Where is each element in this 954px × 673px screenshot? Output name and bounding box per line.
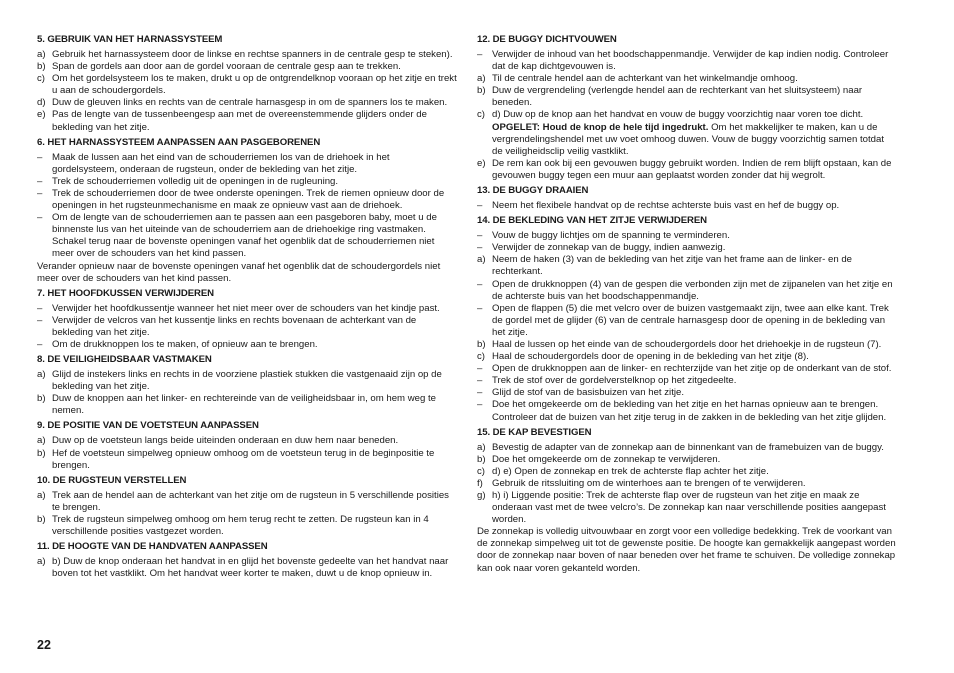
item-text-part: Verwijder de zonnekap van de buggy, indien aanwezig. [492,242,726,254]
item-text [52,315,457,339]
item-marker: – [477,375,483,387]
item-marker: – [477,399,483,411]
list-item [477,303,897,339]
item-marker: – [477,278,483,290]
item-text [52,393,457,417]
item-text-part: Doe het omgekeerde om de bekleding van het zitje en het harnas opnieuw aan te brengen. Controleer dat de buizen van het zitje terug in de zakken in de bekleding van het zitje glijden. [492,399,887,423]
item-text [52,49,457,61]
item-text-part: Trek de stof over de gordelverstelknop op het zitgedeelte. [492,375,737,387]
item-text [492,478,897,490]
section [477,34,897,182]
item-text [492,363,897,375]
item-text-part: Duw op de voetsteun langs beide uiteinden onderaan en duw hem naar beneden. [52,435,399,447]
item-text-part: Glijd de stof van de basisbuizen van het zitje. [492,387,684,399]
item-marker: a) [477,441,486,453]
item-marker: c) [477,109,485,121]
item-text [492,387,897,399]
section [37,354,457,417]
list-item [477,363,897,375]
right-column [477,34,897,578]
section [37,420,457,471]
item-text-part: Duw de gleuven links en rechts van de centrale harnasgesp in om de spanners los te maken. [52,97,448,109]
item-marker: a) [37,489,46,501]
list-item [37,49,457,61]
item-text-part: Span de gordels aan door aan de gordel vooraan de centrale gesp aan te trekken. [52,61,401,73]
item-marker: d) [37,97,46,109]
item-text [492,399,897,423]
section-heading: 10. DE RUGSTEUN VERSTELLEN [37,474,187,486]
list-item [477,73,897,85]
list-item [37,490,457,514]
item-text-part: Om de lengte van de schouderriemen aan te passen aan een pasgeboren baby, moet u de binnenste lus van het uiteinde van de schouderriem aan de driehoekige ring vastmaken. Schakel terug naar de bovenste openingen vanaf het ogenblik dat de schouderriemen niet meer over de schouders van het kind passen. [52,212,437,260]
list-item [37,212,457,260]
list-item [37,303,457,315]
item-marker: – [37,314,43,326]
list-item [37,109,457,133]
item-text-part: Haal de lussen op het einde van de schoudergordels door het driehoekje in de rugsteun (7). [492,338,882,350]
item-text-part: d) Duw op de knop aan het handvat en vouw de buggy voorzichtig naar voren toe dicht. [492,109,864,121]
list-item [37,176,457,188]
item-marker: b) [37,447,46,459]
list-item [477,242,897,254]
item-text [492,466,897,478]
list-item [37,73,457,97]
item-text [52,556,457,580]
item-text-part: Maak de lussen aan het eind van de schouderriemen los van de driehoek in het gordelsysteem, onderaan de rugsteun, onder de bekleding van het zitje. [52,151,390,175]
item-text-part: Neem het flexibele handvat op de rechtse achterste buis vast en hef de buggy op. [492,200,840,212]
item-marker: a) [37,556,46,568]
item-text-part: Om de drukknoppen los te maken, of opnieuw aan te brengen. [52,338,318,350]
list-item [37,61,457,73]
item-marker: a) [477,73,486,85]
item-marker: – [37,151,43,163]
item-text [52,109,457,133]
list-item [477,375,897,387]
item-text-part: Trek aan de hendel aan de achterkant van het zitje om de rugsteun in 5 verschillende posities te brengen. [52,489,449,513]
item-text-part: Om het gordelsysteem los te maken, drukt u op de ontgrendelknop vooraan op het zitje en trekt u aan de schoudergordels. [52,73,457,97]
item-marker: a) [37,49,46,60]
item-marker: – [477,242,483,254]
list-item [37,152,457,176]
item-marker: a) [477,254,486,266]
item-text-part: Verwijder de inhoud van het boodschappenmandje. Verwijder de kap indien nodig. Controleer dat de kap dichtgevouwen is. [492,49,889,73]
item-text-part: Verwijder de velcros van het kussentje links en rechts bovenaan de achterkant van de bekleding van het zitje. [52,314,417,338]
list-item [37,315,457,339]
section [477,427,897,575]
list-item [477,200,897,212]
list-item [37,369,457,393]
item-marker: b) [477,85,486,97]
item-text-part: Bevestig de adapter van de zonnekap aan de binnenkant van de framebuizen van de buggy. [492,441,884,453]
item-text [52,369,457,393]
item-text [52,490,457,514]
item-marker: a) [37,435,46,447]
list-item [37,514,457,538]
list-item [477,351,897,363]
left-column [37,34,457,583]
section-heading: 12. DE BUGGY DICHTVOUWEN [477,34,617,45]
list-item [37,339,457,351]
list-item [477,399,897,423]
section-heading: 11. DE HOOGTE VAN DE HANDVATEN AANPASSEN [37,541,268,553]
item-text [492,442,897,454]
item-text-part: Trek de schouderriemen volledig uit de openingen in de rugleuning. [52,175,339,187]
item-text-part: Om het makkelijker te maken, kan u de vergrendelingshendel met uw voet omhoog duwen. Vouw de buggy voorzichtig samen totdat de veiligheidsclip veilig vastklikt. [492,121,884,157]
item-text [52,152,457,176]
section-heading: 5. GEBRUIK VAN HET HARNASSYSTEEM [37,34,223,45]
item-text [52,212,457,260]
item-text-part: Pas de lengte van de tussenbeengesp aan met de overeenstemmende glijders onder de bekleding van het zitje. [52,109,427,133]
paragraph: De zonnekap is volledig uitvouwbaar en zorgt voor een volledige bedekking. Trek de voorkant van de zonnekap simpelweg uit tot de gewenste positie. De hoogte kan gemakkelijk aangepast worden door de zonnekap naar boven of naar beneden over het frame te schuiven. De volledige zonnekap kan ook naar voren gekanteld worden. [477,526,896,574]
item-text [52,435,457,447]
section-heading: 9. DE POSITIE VAN DE VOETSTEUN AANPASSEN [37,420,259,432]
list-item [477,466,897,478]
list-item [477,387,897,399]
list-item [477,254,897,278]
item-text [492,158,897,182]
list-item [477,279,897,303]
item-text-part: Vouw de buggy lichtjes om de spanning te verminderen. [492,230,730,242]
item-text [492,375,897,387]
item-text-part: Gebruik het harnassysteem door de linkse en rechtse spanners in de centrale gesp te steken). [52,49,453,60]
item-text [492,242,897,254]
list-item [477,230,897,242]
list-item [477,85,897,109]
item-text [52,61,457,73]
item-text [52,339,457,351]
section-heading: 6. HET HARNASSYSTEEM AANPASSEN AAN PASGEBORENEN [37,136,321,148]
item-text-part: Trek de rugsteun simpelweg omhoog om hem terug recht te zetten. De rugsteun kan in 4 verschillende posities vastgezet worden. [52,513,429,537]
item-text-part: Doe het omgekeerde om de zonnekap te verwijderen. [492,453,721,465]
item-marker: – [477,230,483,242]
item-text-part: Trek de schouderriemen door de twee onderste openingen. Trek de riemen opnieuw door de openingen in het rugsteunmechanisme en maak ze opnieuw vast aan de driehoek. [52,187,445,212]
list-item [477,478,897,490]
item-text-part: Open de drukknoppen (4) van de gespen die verbonden zijn met de zijpanelen van het zitje en de achterste buis van het boodschappenmandje. [492,278,893,302]
item-text-part: h) i) Liggende positie: Trek de achterste flap over de rugsteun van het zitje en maak ze onderaan vast met de twee velcro’s. De zonnekap kan naar verschillende posities aangepast worden. [492,490,886,526]
item-text-part: Glijd de instekers links en rechts in de voorziene plastiek stukken die vastgenaaid zijn op de bekleding van het zitje. [52,369,442,393]
list-item [477,109,897,157]
item-text-part: d) e) Open de zonnekap en trek de achterste flap achter het zitje. [492,465,769,477]
item-marker: b) [477,338,486,350]
item-text-part: Open de flappen (5) die met velcro over de buizen vastgemaakt zijn, twee aan elke kant. Trek de gordel met de glijder (6) van de centrale harnasgesp door de opening in de bekleding van het zitje. [492,302,889,338]
section-heading: 13. DE BUGGY DRAAIEN [477,185,589,197]
item-text-part: Neem de haken (3) van de bekleding van het zitje van het frame aan de linker- en de rechterkant. [492,254,852,278]
item-text [52,73,457,97]
item-text-part: De rem kan ook bij een gevouwen buggy gebruikt worden. Indien de rem blijft opstaan, kan de gevouwen buggy tegen een muur aan geplaatst worden zonder dat hij wegrolt. [492,157,892,181]
item-text [492,490,897,526]
item-text [492,454,897,466]
list-item [37,448,457,472]
item-marker: – [477,387,483,399]
item-marker: – [37,212,43,224]
item-text-part: Duw de knoppen aan het linker- en rechtereinde van de veiligheidsbaar in, om hem weg te nemen. [52,393,436,417]
item-text-part: Open de drukknoppen aan de linker- en rechterzijde van het zitje op de onderkant van de stof. [492,363,892,375]
paragraph: Verander opnieuw naar de bovenste openingen vanaf het ogenblik dat de schoudergordels niet meer over de schouders van het kind passen. [37,260,441,284]
list-item [37,556,457,580]
list-item [37,97,457,109]
list-item [477,339,897,351]
item-marker: b) [37,393,46,405]
item-text [492,303,897,339]
section [37,541,457,580]
item-text [492,230,897,242]
item-text-part: Til de centrale hendel aan de achterkant van het winkelmandje omhoog. [492,73,798,85]
item-text-part: Verwijder het hoofdkussentje wanneer het niet meer over de schouders van het kindje past. [52,302,440,314]
item-text [492,73,897,85]
item-marker: b) [37,61,46,73]
item-marker: – [37,302,43,314]
item-text-part: b) Duw de knop onderaan het handvat in en glijd het bovenste gedeelte van het handvat naar boven tot het vastklikt. Om het handvat weer korter te maken, duwt u de knop opnieuw in. [52,556,449,580]
section [477,185,897,212]
list-item [37,188,457,212]
item-text-part: Gebruik de ritssluiting om de winterhoes aan te brengen of te verwijderen. [492,477,806,489]
section [37,34,457,134]
item-text [52,97,457,109]
item-marker: b) [37,513,46,525]
item-marker: – [477,200,483,212]
item-marker: – [37,175,43,187]
item-marker: g) [477,490,486,501]
section [477,215,897,424]
section-heading: 14. DE BEKLEDING VAN HET ZITJE VERWIJDEREN [477,215,707,227]
list-item [477,158,897,182]
item-text [492,200,897,212]
item-marker: – [477,49,483,60]
list-item [37,435,457,447]
item-marker: e) [477,157,486,169]
item-text [492,351,897,363]
item-text [52,188,457,212]
warning-text: OPGELET: Houd de knop de hele tijd ingedrukt. [492,121,709,133]
list-item [477,454,897,466]
item-marker: a) [37,369,46,381]
section-heading: 8. DE VEILIGHEIDSBAAR VASTMAKEN [37,354,212,366]
item-marker: c) [477,465,485,477]
item-text-part: Hef de voetsteun simpelweg opnieuw omhoog om de voetsteun terug in de beginpositie te brengen. [52,447,435,471]
item-text [492,109,897,157]
item-marker: – [37,338,43,350]
item-text [492,339,897,351]
item-text [492,279,897,303]
item-text [492,254,897,278]
section [37,288,457,351]
item-text [492,85,897,109]
item-marker: c) [37,73,45,85]
list-item [477,490,897,526]
item-marker: b) [477,453,486,465]
item-text-part: Duw de vergrendeling (verlengde hendel aan de rechterkant van het sluitsysteem) naar beneden. [492,85,863,109]
item-text [492,49,897,73]
section-heading: 15. DE KAP BEVESTIGEN [477,426,592,438]
item-text-part: Haal de schoudergordels door de opening in de bekleding van het zitje (8). [492,351,809,363]
item-text [52,176,457,188]
item-text [52,514,457,538]
item-text [52,448,457,472]
list-item [37,393,457,417]
list-item [477,49,897,73]
item-marker: f) [477,477,483,489]
list-item [477,442,897,454]
item-text [52,303,457,315]
item-marker: – [477,363,483,375]
item-marker: – [477,302,483,314]
item-marker: e) [37,109,46,121]
page-number: 22 [37,638,51,652]
section [37,137,457,285]
item-marker: – [37,187,43,199]
section-heading: 7. HET HOOFDKUSSEN VERWIJDEREN [37,287,215,299]
item-marker: c) [477,351,485,363]
section [37,475,457,538]
